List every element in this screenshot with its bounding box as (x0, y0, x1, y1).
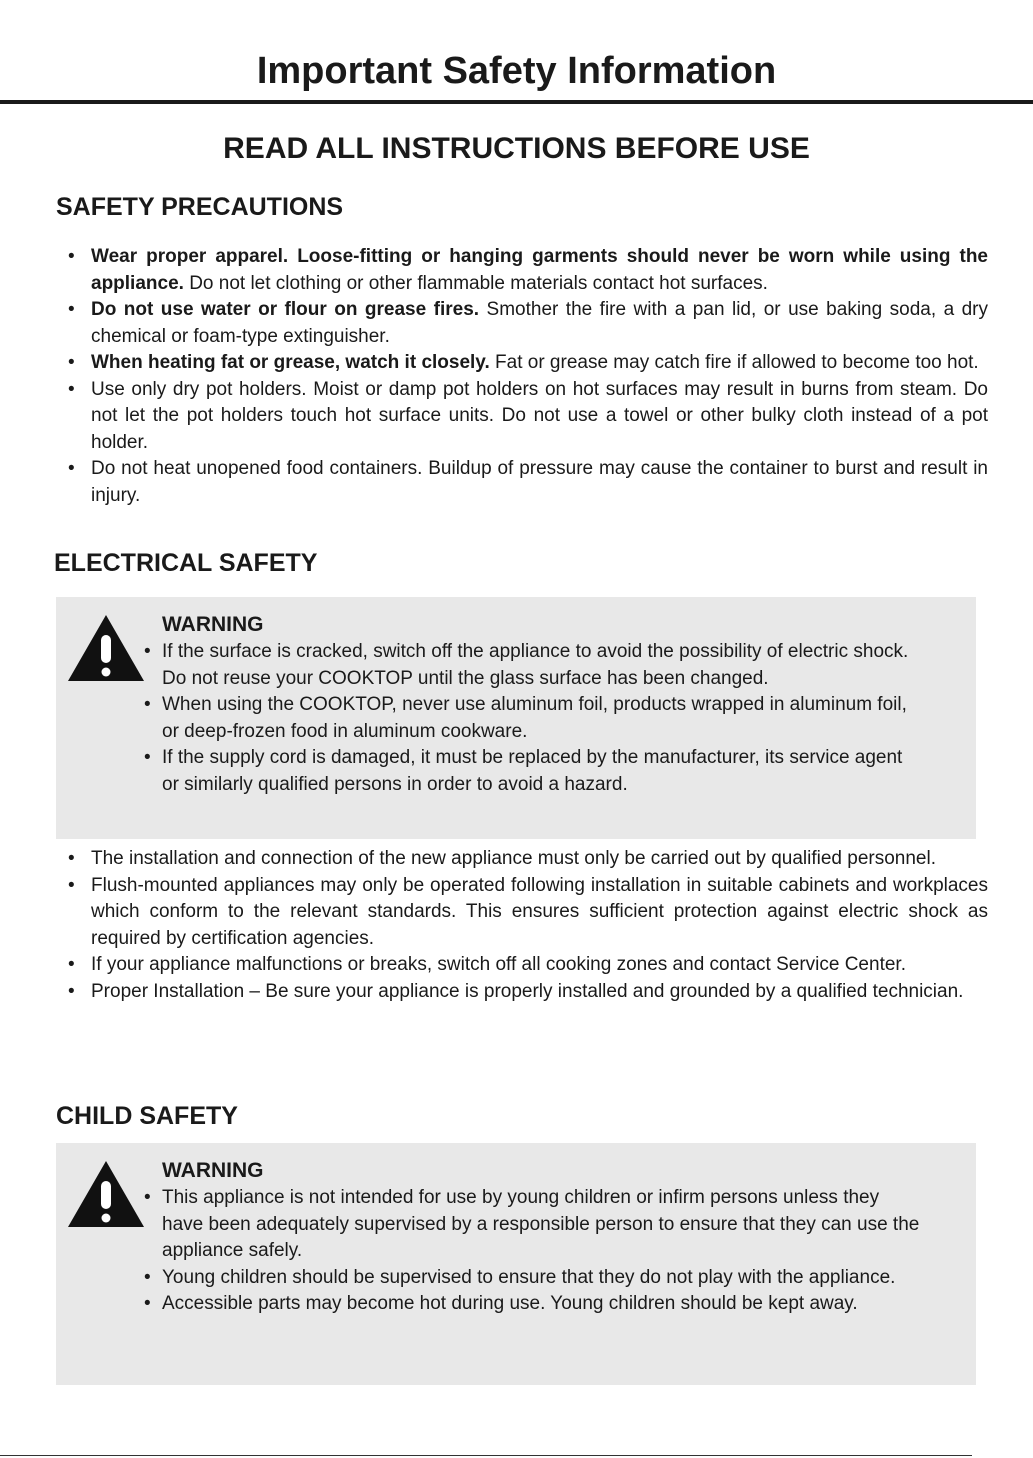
item-emphasis: Do not use water or flour on grease fires. (91, 299, 480, 320)
item-text: This appliance is not intended for use by young children or infirm persons unless they have been adequately supervised by a responsible person to ensure that they can use the appliance safely. (162, 1187, 920, 1261)
list-item (144, 1265, 924, 1292)
bullet: • (144, 1266, 151, 1288)
list-item (144, 692, 924, 745)
item-text: Smother the fire with a pan lid, or use baking soda, a dry chemical or foam-type extinguisher. (91, 299, 988, 347)
bullet: • (68, 246, 75, 267)
page-subtitle: READ ALL INSTRUCTIONS BEFORE USE (223, 132, 810, 165)
bullet: • (144, 1293, 151, 1314)
list-item (58, 846, 988, 873)
list-item (144, 639, 924, 692)
bullet: • (144, 641, 151, 662)
electrical-safety-list (58, 846, 988, 1005)
electrical-warning-list (144, 639, 924, 798)
item-text: If the surface is cracked, switch off the appliance to avoid the possibility of electric shock. Do not reuse your COOKTOP until the glass surface has been changed. (162, 641, 909, 689)
bullet: • (68, 874, 75, 896)
list-item (58, 456, 988, 509)
bullet: • (144, 747, 151, 768)
warning-title: WARNING (162, 613, 264, 636)
item-text: Use only dry pot holders. Moist or damp pot holders on hot surfaces may result in burns from steam. Do not let the pot holders touch hot surface units. Do not use a towel or other bulky cloth instead of a pot holder. (91, 378, 988, 453)
item-text: Do not heat unopened food containers. Buildup of pressure may cause the container to burst and result in injury. (91, 458, 988, 506)
footer-rule (0, 1455, 972, 1456)
list-item (58, 297, 988, 350)
safety-precautions-list (58, 244, 988, 509)
list-item (144, 1185, 924, 1265)
item-text: The installation and connection of the new appliance must only be carried out by qualified personnel. (91, 848, 936, 869)
item-text: Fat or grease may catch fire if allowed to become too hot. (489, 352, 979, 373)
list-item (58, 244, 988, 297)
section-heading-child-safety: CHILD SAFETY (56, 1102, 238, 1130)
item-text: Proper Installation – Be sure your appliance is properly installed and grounded by a qualified technician. (91, 980, 964, 1002)
warning-title: WARNING (162, 1159, 264, 1182)
warning-triangle-icon (68, 1159, 148, 1229)
warning-triangle-icon (68, 613, 148, 683)
item-text: Flush-mounted appliances may only be operated following installation in suitable cabinets and workplaces which conform to the relevant standards. This ensures sufficient protection against electric shock as required by certification agencies. (91, 874, 988, 949)
list-item (144, 745, 924, 798)
item-emphasis: When heating fat or grease, watch it closely. (91, 352, 490, 373)
item-text: Do not let clothing or other flammable materials contact hot surfaces. (183, 272, 768, 294)
item-text: Young children should be supervised to ensure that they do not play with the appliance. (162, 1266, 896, 1288)
bullet: • (68, 458, 75, 479)
bullet: • (68, 352, 75, 373)
list-item (58, 952, 988, 979)
child-warning-list (144, 1185, 924, 1318)
item-text: When using the COOKTOP, never use aluminum foil, products wrapped in aluminum foil, or deep-frozen food in aluminum cookware. (162, 694, 907, 742)
item-text: If the supply cord is damaged, it must be replaced by the manufacturer, its service agent or similarly qualified persons in order to avoid a hazard. (162, 747, 903, 795)
item-emphasis: Wear proper apparel. Loose-fitting or hanging garments should never be worn while using the appliance. (91, 246, 988, 294)
bullet: • (68, 299, 75, 320)
list-item (58, 377, 988, 457)
list-item (58, 873, 988, 953)
electrical-warning-box (56, 597, 976, 839)
item-text: Accessible parts may become hot during use. Young children should be kept away. (162, 1293, 858, 1314)
list-item (144, 1291, 924, 1318)
section-heading-electrical-safety: ELECTRICAL SAFETY (54, 549, 318, 577)
bullet: • (68, 954, 75, 975)
bullet: • (144, 1187, 151, 1208)
section-heading-safety-precautions: SAFETY PRECAUTIONS (56, 193, 344, 221)
item-text: If your appliance malfunctions or breaks, switch off all cooking zones and contact Service Center. (91, 954, 906, 975)
title-rule (0, 100, 1033, 104)
bullet: • (144, 694, 151, 715)
bullet: • (68, 378, 75, 400)
child-warning-box (56, 1143, 976, 1385)
list-item (58, 979, 988, 1006)
list-item (58, 350, 988, 377)
bullet: • (68, 980, 75, 1002)
bullet: • (68, 848, 75, 869)
page-title: Important Safety Information (256, 50, 777, 92)
